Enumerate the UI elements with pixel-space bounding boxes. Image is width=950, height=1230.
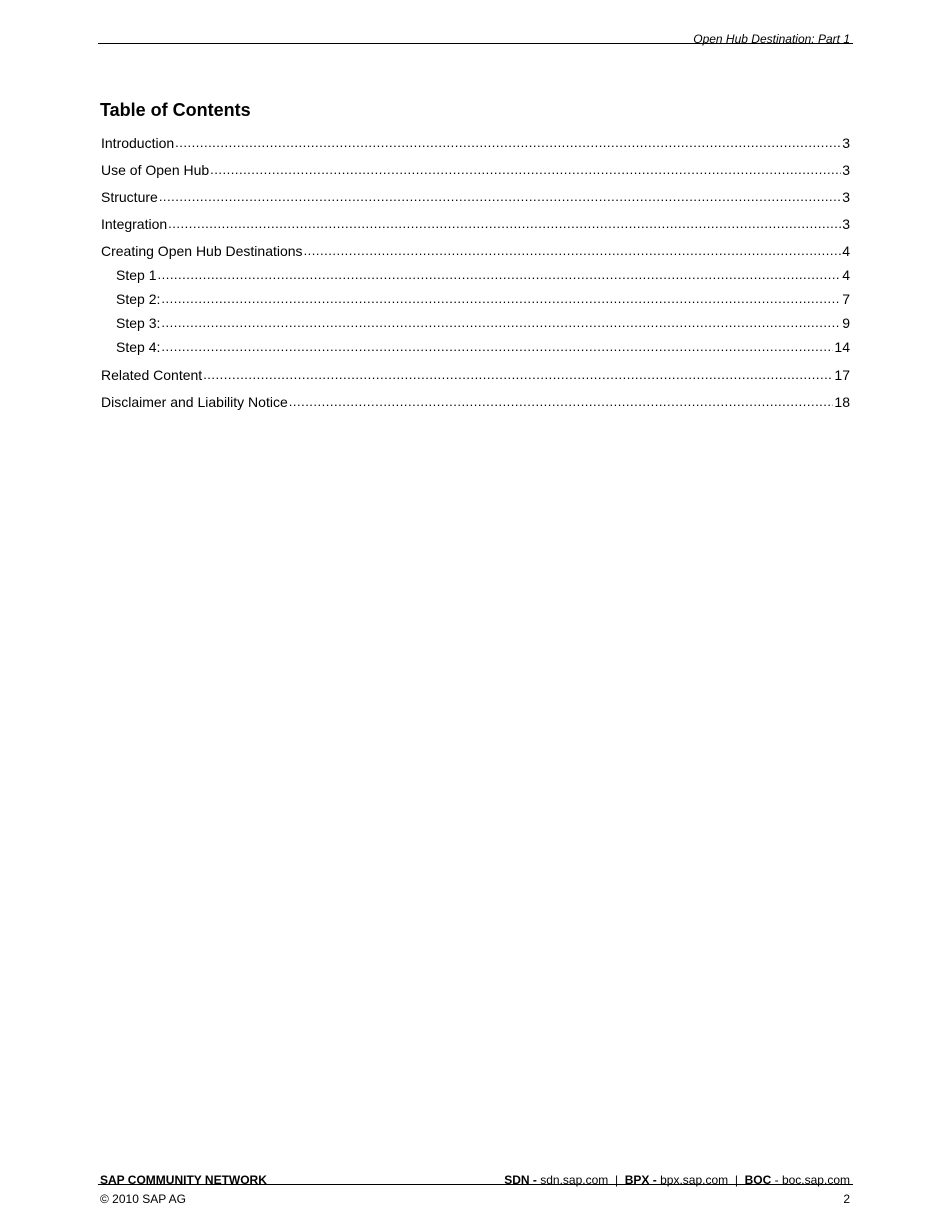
- toc-entry-step-2[interactable]: [116, 290, 850, 308]
- toc-leader-dots: [157, 266, 841, 284]
- toc-heading: Table of Contents: [100, 100, 251, 120]
- toc-entry-page: 14: [834, 339, 850, 355]
- toc-entry-structure[interactable]: [101, 188, 850, 206]
- toc-entry-label: Step 1: [116, 267, 157, 283]
- toc-entry-step-4[interactable]: [116, 338, 850, 356]
- footer-bpx-label: BPX -: [624, 1173, 657, 1187]
- toc-entry-use-of-open-hub[interactable]: [101, 161, 850, 179]
- toc-entry-label: Step 3:: [116, 315, 161, 331]
- toc-leader-dots: [161, 290, 841, 308]
- toc-entry-label: Integration: [101, 216, 168, 232]
- toc-leader-dots: [304, 242, 842, 260]
- footer-links: [504, 1173, 850, 1187]
- toc-entry-step-3[interactable]: [116, 314, 850, 332]
- toc-entry-page: 9: [842, 315, 850, 331]
- toc-entry-creating-open-hub-destinations[interactable]: [101, 242, 850, 260]
- toc-entry-page: 3: [842, 189, 850, 205]
- footer-sdn-label: SDN -: [504, 1173, 537, 1187]
- toc-entry-page: 4: [842, 243, 850, 259]
- footer-bpx-link[interactable]: bpx.sap.com: [660, 1173, 729, 1187]
- toc-entry-step-1[interactable]: [116, 266, 850, 284]
- toc-leader-dots: [210, 161, 841, 179]
- copyright-notice: © 2010 SAP AG: [100, 1192, 187, 1206]
- toc-entry-label: Step 2:: [116, 291, 161, 307]
- toc-leader-dots: [203, 366, 833, 384]
- toc-entry-page: 4: [842, 267, 850, 283]
- header-rule: [98, 43, 853, 44]
- footer-boc-link[interactable]: - boc.sap.com: [774, 1173, 850, 1187]
- toc-entry-page: 3: [842, 216, 850, 232]
- toc-entry-label: Disclaimer and Liability Notice: [101, 394, 288, 410]
- toc-leader-dots: [168, 215, 841, 233]
- toc-entry-introduction[interactable]: [101, 134, 850, 152]
- toc-entry-label: Related Content: [101, 367, 203, 383]
- toc-entry-page: 3: [842, 135, 850, 151]
- toc-leader-dots: [175, 134, 841, 152]
- toc-entry-page: 3: [842, 162, 850, 178]
- toc-entry-label: Step 4:: [116, 339, 161, 355]
- footer-sdn-link[interactable]: sdn.sap.com: [540, 1173, 609, 1187]
- toc-leader-dots: [161, 314, 841, 332]
- toc-entry-page: 18: [834, 394, 850, 410]
- toc-entry-integration[interactable]: [101, 215, 850, 233]
- toc-entry-label: Introduction: [101, 135, 175, 151]
- running-header-title: Open Hub Destination: Part 1: [693, 32, 850, 46]
- page-number: 2: [843, 1192, 850, 1206]
- toc-leader-dots: [159, 188, 841, 206]
- toc-entry-page: 17: [834, 367, 850, 383]
- toc-entry-label: Creating Open Hub Destinations: [101, 243, 303, 259]
- toc-entry-related-content[interactable]: [101, 366, 850, 384]
- toc-leader-dots: [161, 338, 833, 356]
- footer-boc-label: BOC: [744, 1173, 772, 1187]
- toc-entry-label: Structure: [101, 189, 158, 205]
- toc-leader-dots: [289, 393, 834, 411]
- footer-network-name: SAP COMMUNITY NETWORK: [100, 1173, 267, 1187]
- footer-separator: |: [614, 1173, 619, 1187]
- footer-separator: |: [734, 1173, 738, 1187]
- toc-entry-label: Use of Open Hub: [101, 162, 210, 178]
- toc-entry-page: 7: [842, 291, 850, 307]
- toc-entry-disclaimer[interactable]: [101, 393, 850, 411]
